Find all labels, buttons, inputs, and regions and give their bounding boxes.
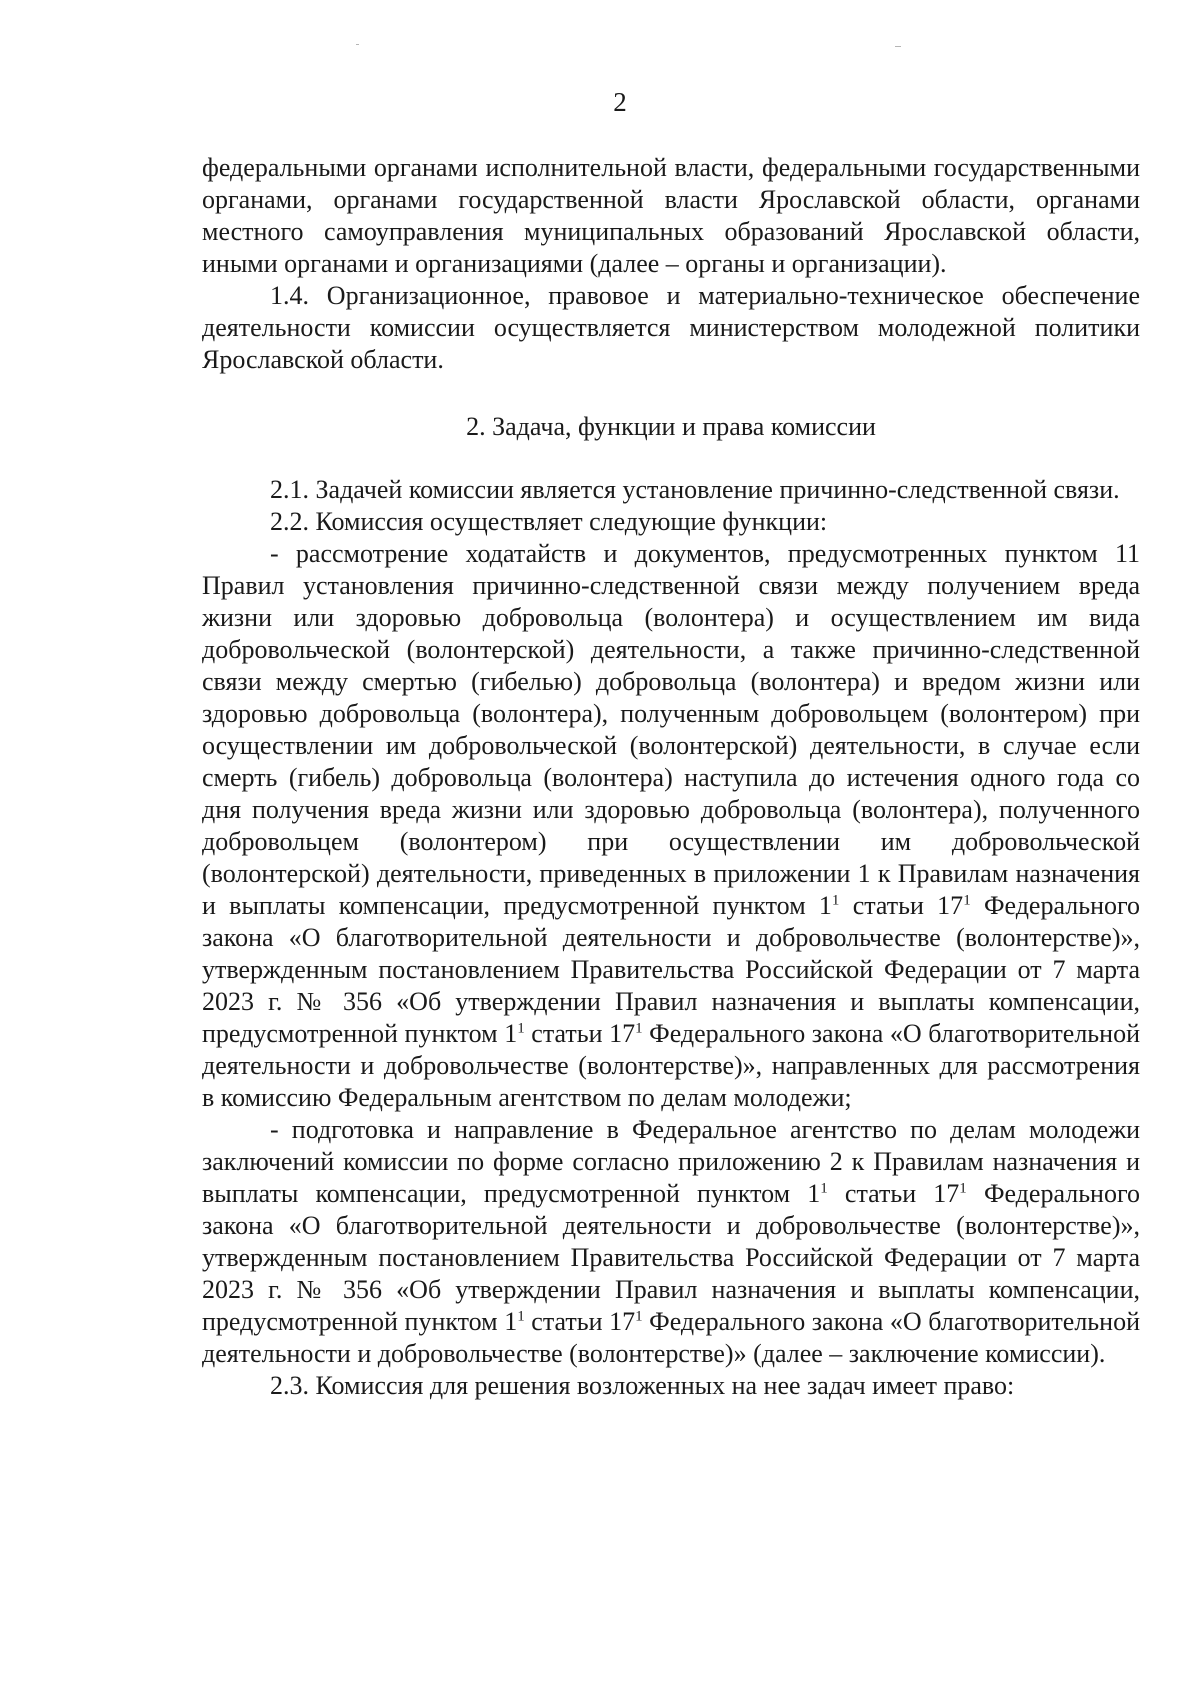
- text-run: статьи 17: [827, 1179, 960, 1208]
- superscript: 1: [517, 1020, 525, 1037]
- text-run: Федерального закона «О благотворительной деятельности и добровольчестве (волонтерстве)», утвержденным постановлением Правительства Российской Федерации от 7 марта 2023 г. № 356 «Об утверждении Правил назначения и выплаты компенсации, предусмотренной пунктом 1: [202, 891, 1140, 1048]
- scan-speck: [895, 46, 901, 47]
- text-run: статьи 17: [524, 1019, 636, 1048]
- text-run: статьи 17: [839, 891, 964, 920]
- function-item-review: [202, 538, 1140, 1114]
- text-run: Федерального закона «О благотворительной деятельности и добровольчестве (волонтерстве)» (далее – заключение комиссии).: [202, 1307, 1140, 1368]
- superscript: 1: [635, 1020, 643, 1037]
- function-item-conclusions: [202, 1114, 1140, 1370]
- paragraph-2-2: 2.2. Комиссия осуществляет следующие функции:: [270, 507, 828, 536]
- scan-speck: [356, 44, 359, 45]
- superscript: 1: [820, 1180, 828, 1197]
- superscript: 1: [831, 892, 840, 909]
- paragraph-continuation: федеральными органами исполнительной власти, федеральными государственными органами, органами государственной власти Ярославской области, органами местного самоуправления муниципальных образований Ярославской области, иными органами и организациями (далее – органы и организации).: [202, 153, 1140, 278]
- text-run: - подготовка и направление в Федеральное агентство по делам молодежи заключений комиссии по форме согласно приложению 2 к Правилам назначения и выплаты компенсации, предусмотренной пунктом 1: [202, 1115, 1140, 1208]
- paragraph-2-3: 2.3. Комиссия для решения возложенных на нее задач имеет право:: [270, 1371, 1015, 1400]
- text-run: статьи 17: [524, 1307, 636, 1336]
- text-run: Федерального закона «О благотворительной деятельности и добровольчестве (волонтерстве)», утвержденным постановлением Правительства Российской Федерации от 7 марта 2023 г. № 356 «Об утверждении Правил назначения и выплаты компенсации, предусмотренной пунктом 1: [202, 1179, 1140, 1336]
- superscript: 1: [517, 1308, 525, 1325]
- text-run: Федерального закона «О благотворительной деятельности и добровольчестве (волонтерстве)», направленных для рассмотрения в комиссию Федеральным агентством по делам молодежи;: [202, 1019, 1140, 1112]
- superscript: 1: [963, 892, 971, 909]
- page-number: 2: [613, 87, 627, 117]
- paragraph-1-4: 1.4. Организационное, правовое и материально-техническое обеспечение деятельности комиссии осуществляется министерством молодежной политики Ярославской области.: [202, 281, 1140, 374]
- superscript: 1: [959, 1180, 967, 1197]
- section-heading: 2. Задача, функции и права комиссии: [466, 412, 876, 441]
- document-body: [202, 152, 1140, 1402]
- text-run: - рассмотрение ходатайств и документов, предусмотренных пунктом 11 Правил установления причинно-следственной связи между получением вреда жизни или здоровью добровольца (волонтера) и осуществлением им вида добровольческой (волонтерской) деятельности, а также причинно-следственной связи между смертью (гибелью) добровольца (волонтера) и вредом жизни или здоровью добровольца (волонтера), полученным добровольцем (волонтером) при осуществлении им добровольческой (волонтерской) деятельности, в случае если смерть (гибель) добровольца (волонтера) наступила до истечения одного года со дня получения вреда жизни или здоровью добровольца (волонтера), полученного добровольцем (волонтером) при осуществлении им добровольческой (волонтерской) деятельности, приведенных в приложении 1 к Правилам назначения и выплаты компенсации, предусмотренной пунктом 1: [202, 539, 1140, 920]
- paragraph-2-1: 2.1. Задачей комиссии является установление причинно-следственной связи.: [270, 475, 1120, 504]
- superscript: 1: [635, 1308, 643, 1325]
